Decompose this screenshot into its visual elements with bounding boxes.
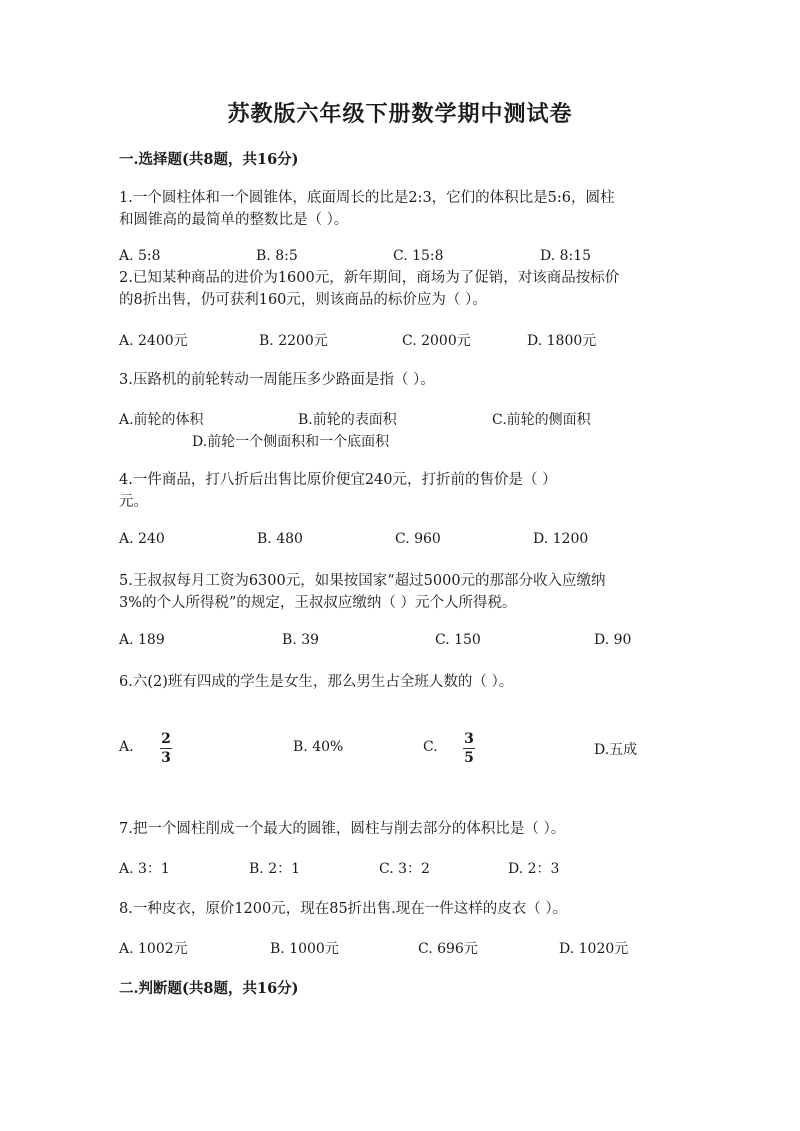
question-3-option-a: A.前轮的体积 — [119, 412, 204, 428]
question-6-fraction-a — [160, 731, 172, 766]
question-1-option-d: D. 8:15 — [540, 248, 592, 264]
fraction-numerator: 3 — [464, 731, 474, 747]
question-7-option-c: C. 3：2 — [379, 861, 430, 877]
question-5-option-c: C. 150 — [435, 632, 481, 648]
question-2-option-a: A. 2400元 — [119, 333, 188, 349]
question-4-line-2: 元。 — [119, 494, 148, 510]
question-1-line-2: 和圆锥高的最简单的整数比是（ ）。 — [119, 212, 349, 228]
question-5-line-2: 3%的个人所得税”的规定，王叔叔应缴纳（ ）元个人所得税。 — [119, 595, 517, 611]
question-6-option-c: C. — [423, 739, 438, 755]
question-6-option-d: D.五成 — [594, 742, 638, 758]
fraction-numerator: 2 — [161, 731, 171, 747]
fraction-denominator: 5 — [464, 750, 474, 766]
fraction-bar — [463, 748, 475, 749]
page-title: 苏教版六年级下册数学期中测试卷 — [227, 101, 573, 127]
question-2-line-2: 的8折出售，仍可获利160元，则该商品的标价应为（ ）。 — [119, 292, 487, 308]
question-5-line-1: 5.王叔叔每月工资为6300元，如果按国家“超过5000元的那部分收入应缴纳 — [119, 573, 606, 589]
question-1-option-c: C. 15:8 — [393, 248, 444, 264]
question-7-option-a: A. 3：1 — [119, 861, 170, 877]
question-1-option-b: B. 8:5 — [256, 248, 298, 264]
section-header-true-false: 二.判断题(共8题，共16分) — [119, 980, 299, 997]
question-4-option-b: B. 480 — [257, 531, 303, 547]
question-2-option-d: D. 1800元 — [527, 333, 597, 349]
question-3-option-d: D.前轮一个侧面积和一个底面积 — [192, 434, 390, 450]
question-2-line-1: 2.已知某种商品的进价为1600元，新年期间，商场为了促销，对该商品按标价 — [119, 270, 620, 286]
question-8-option-c: C. 696元 — [418, 941, 478, 957]
question-5-option-a: A. 189 — [119, 632, 165, 648]
question-6-option-a: A. — [119, 739, 134, 755]
question-8-option-b: B. 1000元 — [270, 941, 339, 957]
question-3-option-b: B.前轮的表面积 — [298, 412, 397, 428]
question-3-line-1: 3.压路机的前轮转动一周能压多少路面是指（ ）。 — [119, 372, 435, 388]
question-3-option-c: C.前轮的侧面积 — [492, 412, 591, 428]
question-6-option-b: B. 40% — [293, 739, 344, 755]
question-7-option-d: D. 2：3 — [508, 861, 560, 877]
question-6-fraction-c — [463, 731, 475, 766]
question-1-line-1: 1.一个圆柱体和一个圆锥体，底面周长的比是2:3，它们的体积比是5:6，圆柱 — [119, 190, 615, 206]
question-8-option-a: A. 1002元 — [119, 941, 188, 957]
question-4-option-a: A. 240 — [119, 531, 165, 547]
question-4-line-1: 4.一件商品，打八折后出售比原价便宜240元，打折前的售价是（ ） — [119, 472, 557, 488]
question-8-option-d: D. 1020元 — [559, 941, 629, 957]
question-2-option-b: B. 2200元 — [259, 333, 328, 349]
question-1-option-a: A. 5:8 — [119, 248, 161, 264]
fraction-denominator: 3 — [161, 750, 171, 766]
fraction-bar — [160, 748, 172, 749]
question-5-option-d: D. 90 — [594, 632, 632, 648]
question-8-line-1: 8.一种皮衣，原价1200元，现在85折出售.现在一件这样的皮衣（ ）。 — [119, 901, 568, 917]
question-7-option-b: B. 2：1 — [249, 861, 301, 877]
question-4-option-d: D. 1200 — [533, 531, 589, 547]
question-2-option-c: C. 2000元 — [402, 333, 471, 349]
section-header-choice: 一.选择题(共8题，共16分) — [119, 151, 299, 168]
question-5-option-b: B. 39 — [282, 632, 320, 648]
question-6-line-1: 6.六(2)班有四成的学生是女生，那么男生占全班人数的（ ）。 — [119, 674, 514, 690]
question-7-line-1: 7.把一个圆柱削成一个最大的圆锥，圆柱与削去部分的体积比是（ ）。 — [119, 821, 566, 837]
question-4-option-c: C. 960 — [395, 531, 441, 547]
